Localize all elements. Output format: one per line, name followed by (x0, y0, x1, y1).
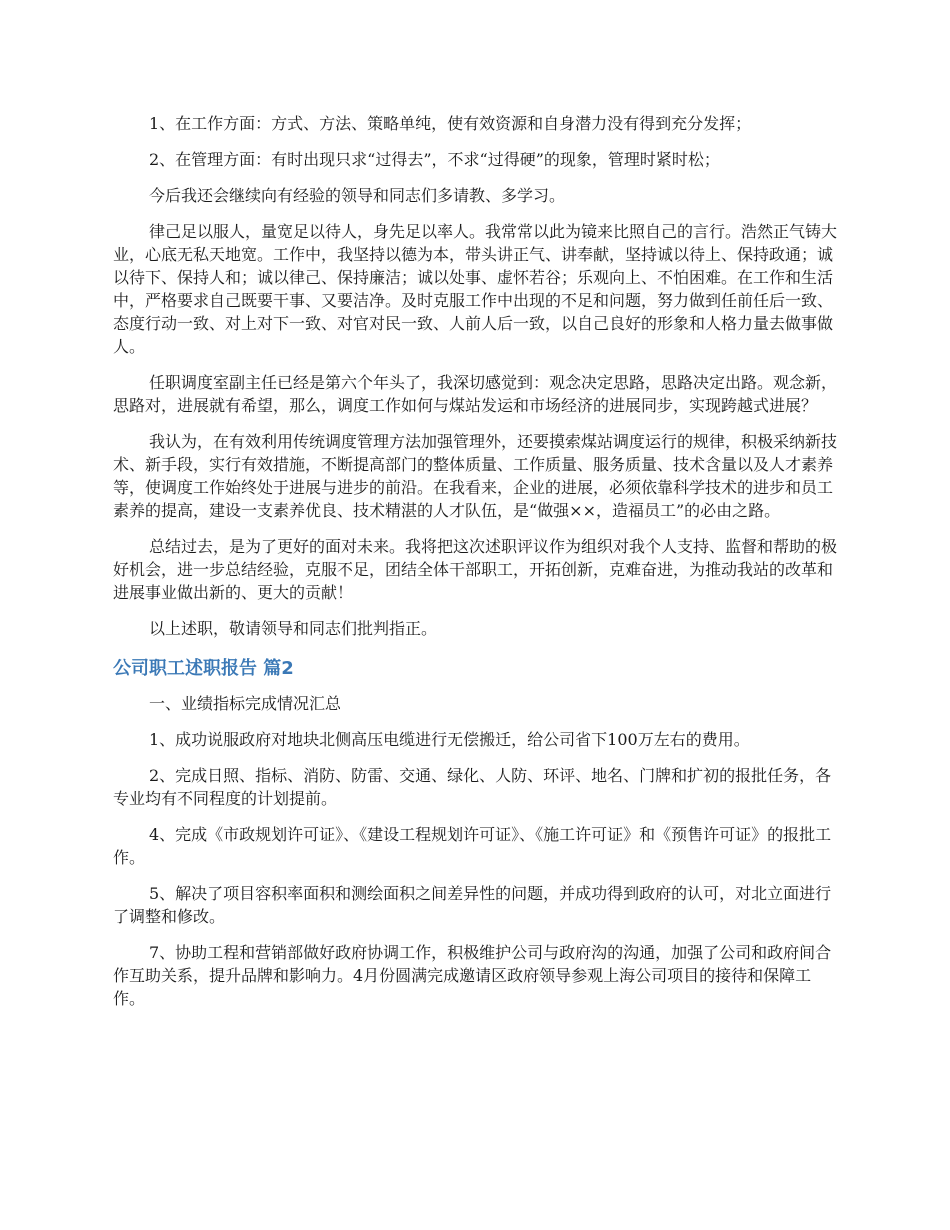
paragraph-summary: 总结过去，是为了更好的面对未来。我将把这次述职评议作为组织对我个人支持、监督和帮助的极好机会，进一步总结经验，克服不足，团结全体干部职工，开拓创新，克难奋进，为推动我站的改革和进展事业做出新的、更大的贡献！ (113, 537, 838, 602)
paragraph-management-issues: 2、在管理方面：有时出现只求“过得去”，不求“过得硬”的现象，管理时紧时松； (149, 150, 720, 169)
paragraph-work-issues: 1、在工作方面：方式、方法、策略单纯，使有效资源和自身潜力没有得到充分发挥； (149, 114, 752, 133)
paragraph-item-1: 1、成功说服政府对地块北侧高压电缆进行无偿搬迁，给公司省下100万左右的费用。 (149, 730, 750, 749)
paragraph-item-5: 5、解决了项目容积率面积和测绘面积之间差异性的问题，并成功得到政府的认可，对北立面进行了调整和修改。 (113, 884, 832, 926)
paragraph-item-7: 7、协助工程和营销部做好政府协调工作，积极维护公司与政府沟的沟通，加强了公司和政府间合作互助关系，提升品牌和影响力。4月份圆满完成邀请区政府领导参观上海公司项目的接待和保障工作。 (113, 943, 832, 1008)
paragraph-item-2: 2、完成日照、指标、消防、防雷、交通、绿化、人防、环评、地名、门牌和扩初的报批任务，各专业均有不同程度的计划提前。 (113, 766, 832, 808)
paragraph-future-learning: 今后我还会继续向有经验的领导和同志们多请教、多学习。 (149, 186, 566, 205)
section-heading: 公司职工述职报告 篇2 (113, 658, 294, 679)
document-page (113, 112, 839, 1023)
paragraph-kpi-summary: 一、业绩指标完成情况汇总 (149, 694, 342, 713)
paragraph-sixth-year: 任职调度室副主任已经是第六个年头了，我深切感觉到：观念决定思路，思路决定出路。观念新，思路对，进展就有希望，那么，调度工作如何与煤站发运和市场经济的进展同步，实现跨越式进展？ (113, 373, 838, 415)
paragraph-self-discipline: 律己足以服人，量宽足以待人，身先足以率人。我常常以此为镜来比照自己的言行。浩然正气铸大业，心底无私天地宽。工作中，我坚持以德为本，带头讲正气、讲奉献，坚持诚以待上、保持政通；诚以待下、保持人和；诚以律己、保持廉洁；诚以处事、虚怀若谷；乐观向上、不怕困难。在工作和生活中，严格要求自己既要干事、又要洁净。及时克服工作中出现的不足和问题，努力做到任前任后一致、态度行动一致、对上对下一致、对官对民一致、人前人后一致，以自己良好的形象和人格力量去做事做人。 (113, 222, 838, 356)
paragraph-opinion: 我认为，在有效利用传统调度管理方法加强管理外，还要摸索煤站调度运行的规律，积极采纳新技术、新手段，实行有效措施，不断提高部门的整体质量、工作质量、服务质量、技术含量以及人才素养等，使调度工作始终处于进展与进步的前沿。在我看来，企业的进展，必须依靠科学技术的进步和员工素养的提高，建设一支素养优良、技术精湛的人才队伍，是“做强××，造福员工”的必由之路。 (113, 432, 838, 520)
paragraph-item-4: 4、完成《市政规划许可证》、《建设工程规划许可证》、《施工许可证》和《预售许可证》的报批工作。 (113, 825, 832, 867)
paragraph-closing: 以上述职，敬请领导和同志们批判指正。 (149, 619, 438, 638)
